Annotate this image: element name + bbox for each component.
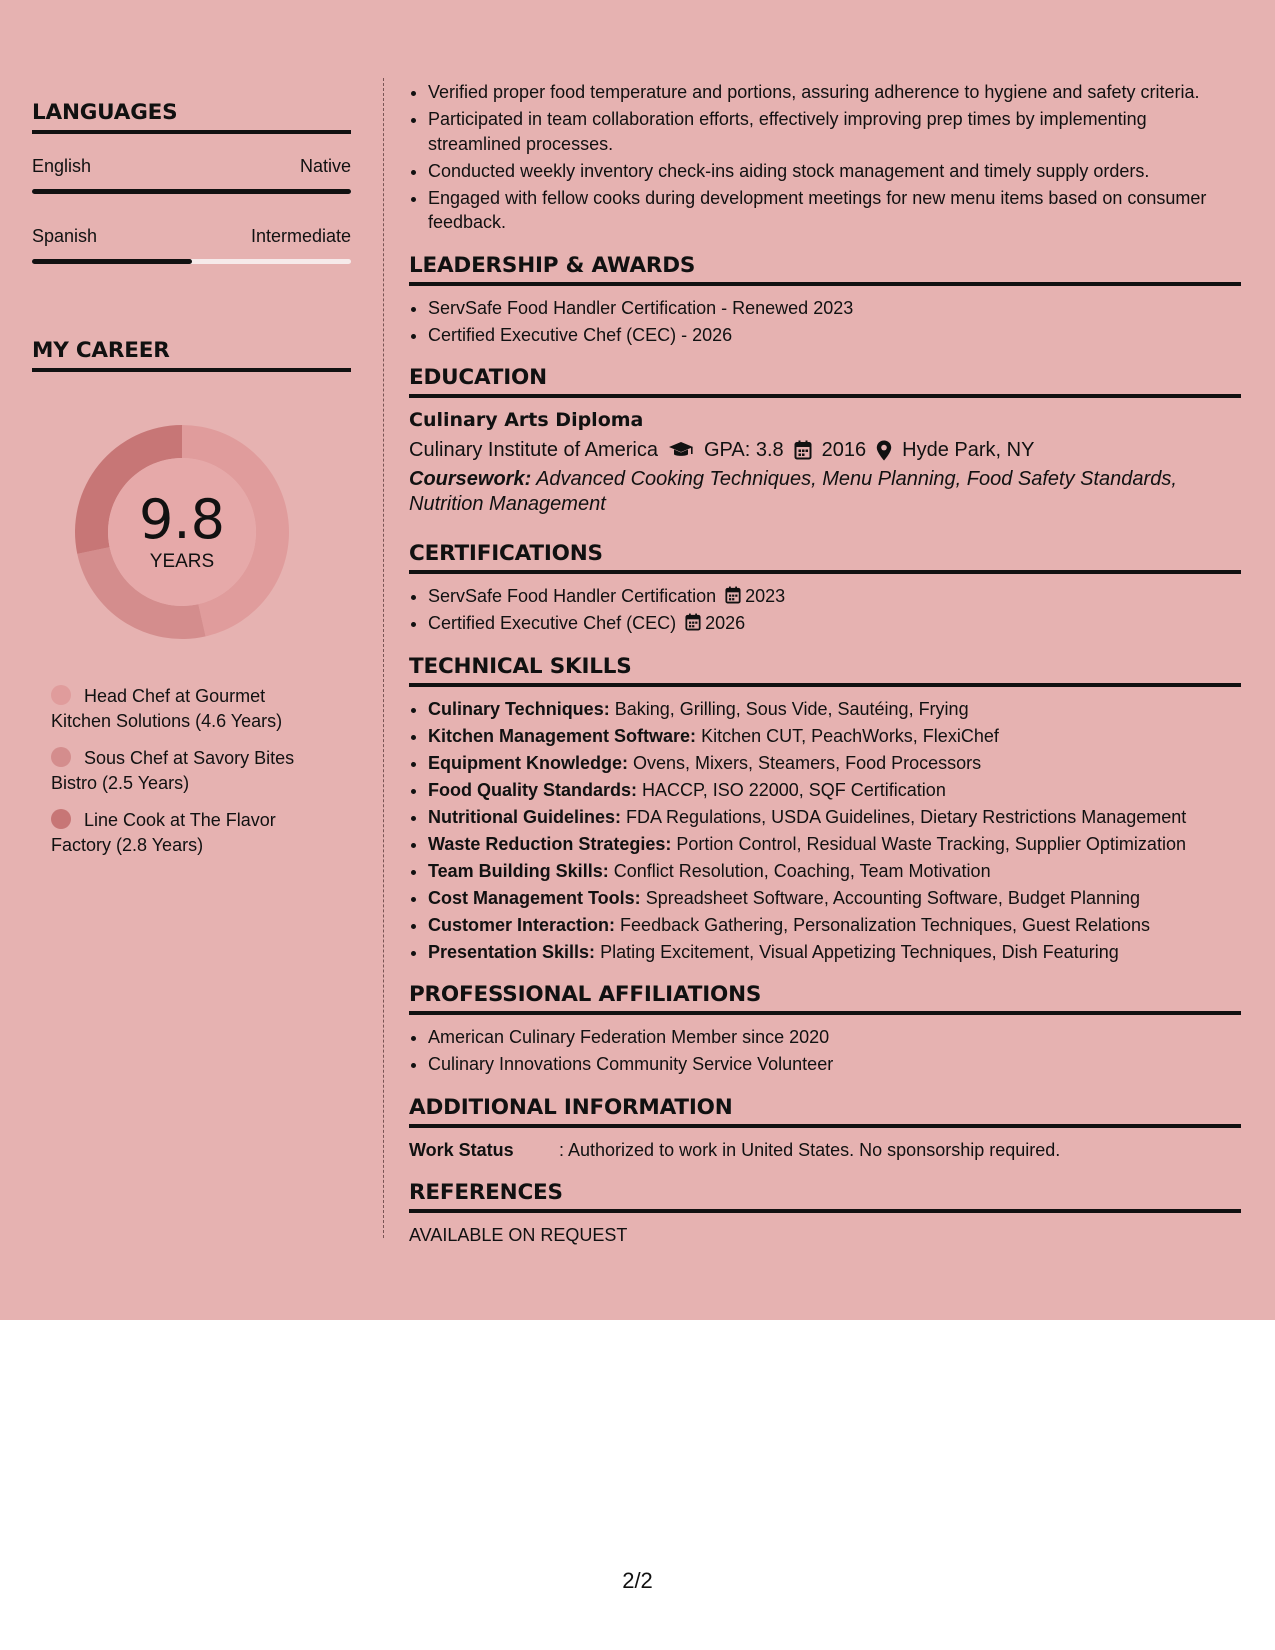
legend-dot-icon: [51, 747, 71, 767]
skill-item: [428, 832, 1241, 857]
skills-title: TECHNICAL SKILLS: [409, 654, 1241, 687]
experience-bullet: • Engaged with fellow cooks during development meetings for new menu items based on consumer feedback.: [428, 186, 1241, 235]
calendar-icon: [685, 613, 701, 631]
leadership-section: [409, 253, 1241, 348]
career-legend-item: [51, 746, 311, 796]
additional-section: [409, 1095, 1241, 1162]
experience-bullet: • Verified proper food temperature and portions, assuring adherence to hygiene and safety criteria.: [428, 80, 1241, 105]
affiliation-item: • Culinary Innovations Community Service Volunteer: [428, 1052, 1241, 1077]
calendar-icon: [725, 586, 741, 604]
experience-bullet: • Participated in team collaboration efforts, effectively improving prep times by implementing streamlined processes.: [428, 107, 1241, 156]
references-section: [409, 1180, 1241, 1247]
certification-year: 2023: [745, 586, 786, 606]
certification-name: Certified Executive Chef (CEC): [428, 613, 677, 633]
education-year: 2016: [821, 439, 867, 461]
education-degree: Culinary Arts Diploma: [409, 409, 644, 431]
skill-value: Baking, Grilling, Sous Vide, Sautéing, Frying: [614, 698, 969, 719]
skill-label: Cost Management Tools:: [428, 887, 641, 908]
leadership-item: • ServSafe Food Handler Certification - Renewed 2023: [428, 296, 1241, 321]
skill-value: Plating Excitement, Visual Appetizing Techniques, Dish Featuring: [600, 941, 1119, 962]
skill-label: Presentation Skills:: [428, 941, 596, 962]
calendar-icon: [794, 440, 812, 460]
certifications-section: [409, 541, 1241, 636]
coursework-list: Advanced Cooking Techniques, Menu Planning, Food Safety Standards, Nutrition Management: [409, 468, 1177, 515]
skill-item: [428, 724, 1241, 749]
work-status-value: : Authorized to work in United States. No sponsorship required.: [559, 1139, 1061, 1160]
language-proficiency-bar: [32, 189, 351, 194]
legend-dot-icon: [51, 685, 71, 705]
references-title: REFERENCES: [409, 1180, 1241, 1213]
skill-item: [428, 805, 1241, 830]
career-role-label: Sous Chef at Savory Bites Bistro (2.5 Years): [51, 748, 295, 793]
leadership-title: LEADERSHIP & AWARDS: [409, 253, 1241, 286]
certifications-title: CERTIFICATIONS: [409, 541, 1241, 574]
skills-section: [409, 654, 1241, 965]
skill-label: Nutritional Guidelines:: [428, 806, 622, 827]
skill-item: [428, 940, 1241, 965]
page-number: 2/2: [622, 1568, 653, 1593]
language-item: [32, 156, 351, 194]
language-proficiency-bar: [32, 259, 351, 264]
skill-value: Feedback Gathering, Personalization Techniques, Guest Relations: [620, 914, 1151, 935]
column-divider: [383, 78, 384, 1238]
certification-name: ServSafe Food Handler Certification: [428, 586, 717, 606]
skill-item: [428, 913, 1241, 938]
career-legend-item: [51, 808, 311, 858]
skills-list: [428, 697, 1241, 965]
graduation-cap-icon: [668, 441, 694, 459]
education-details: [409, 435, 1241, 465]
left-column: [32, 100, 351, 870]
language-proficiency-fill: [32, 189, 351, 194]
skill-label: Waste Reduction Strategies:: [428, 833, 672, 854]
career-title: MY CAREER: [32, 338, 351, 372]
language-name: Spanish: [32, 226, 98, 246]
skill-item: [428, 859, 1241, 884]
career-role-label: Head Chef at Gourmet Kitchen Solutions (4.6 Years): [51, 686, 283, 731]
affiliations-section: [409, 982, 1241, 1077]
career-donut-chart: [66, 416, 298, 648]
additional-title: ADDITIONAL INFORMATION: [409, 1095, 1241, 1128]
skill-value: HACCP, ISO 22000, SQF Certification: [642, 779, 946, 800]
skill-item: [428, 697, 1241, 722]
skill-item: [428, 778, 1241, 803]
certification-item: [428, 611, 1241, 636]
skill-value: Portion Control, Residual Waste Tracking, Supplier Optimization: [676, 833, 1186, 854]
map-pin-icon: [876, 440, 892, 461]
education-coursework: [409, 467, 1241, 517]
legend-dot-icon: [51, 809, 71, 829]
skill-label: Customer Interaction:: [428, 914, 616, 935]
work-status-label: Work Status: [409, 1139, 514, 1160]
donut-center: [66, 416, 298, 648]
references-text: AVAILABLE ON REQUEST: [409, 1224, 628, 1245]
leadership-item: • Certified Executive Chef (CEC) - 2026: [428, 323, 1241, 348]
career-role-label: Line Cook at The Flavor Factory (2.8 Years): [51, 810, 276, 855]
affiliations-title: PROFESSIONAL AFFILIATIONS: [409, 982, 1241, 1015]
coursework-label: Coursework:: [409, 468, 532, 490]
language-proficiency-fill: [32, 259, 192, 264]
career-total-years: 9.8: [139, 488, 225, 551]
skill-item: [428, 886, 1241, 911]
education-gpa: GPA: 3.8: [704, 439, 784, 461]
education-school: Culinary Institute of America: [409, 439, 658, 461]
work-status: [409, 1138, 1241, 1162]
skill-label: Team Building Skills:: [428, 860, 609, 881]
education-section: [409, 365, 1241, 517]
language-item: [32, 226, 351, 264]
skill-label: Kitchen Management Software:: [428, 725, 697, 746]
skill-value: Kitchen CUT, PeachWorks, FlexiChef: [701, 725, 999, 746]
languages-title: LANGUAGES: [32, 100, 351, 134]
career-legend-item: [51, 684, 311, 734]
certification-year: 2026: [705, 613, 746, 633]
skill-label: Equipment Knowledge:: [428, 752, 628, 773]
education-location: Hyde Park, NY: [902, 439, 1035, 461]
skill-value: Ovens, Mixers, Steamers, Food Processors: [633, 752, 982, 773]
skill-value: Spreadsheet Software, Accounting Software, Budget Planning: [645, 887, 1141, 908]
education-title: EDUCATION: [409, 365, 1241, 398]
skill-label: Culinary Techniques:: [428, 698, 610, 719]
skill-value: Conflict Resolution, Coaching, Team Motivation: [613, 860, 991, 881]
affiliation-item: • American Culinary Federation Member since 2020: [428, 1025, 1241, 1050]
skill-label: Food Quality Standards:: [428, 779, 638, 800]
right-column: [409, 80, 1241, 1247]
certification-item: [428, 584, 1241, 609]
experience-bullets: [428, 80, 1241, 235]
skill-item: [428, 751, 1241, 776]
language-name: English: [32, 156, 92, 176]
skill-value: FDA Regulations, USDA Guidelines, Dietary Restrictions Management: [626, 806, 1187, 827]
experience-bullet: • Conducted weekly inventory check-ins aiding stock management and timely supply orders.: [428, 159, 1241, 184]
language-level: Intermediate: [250, 226, 351, 246]
career-total-unit: YEARS: [149, 551, 215, 572]
language-level: Native: [299, 156, 351, 176]
career-legend: [51, 684, 311, 858]
